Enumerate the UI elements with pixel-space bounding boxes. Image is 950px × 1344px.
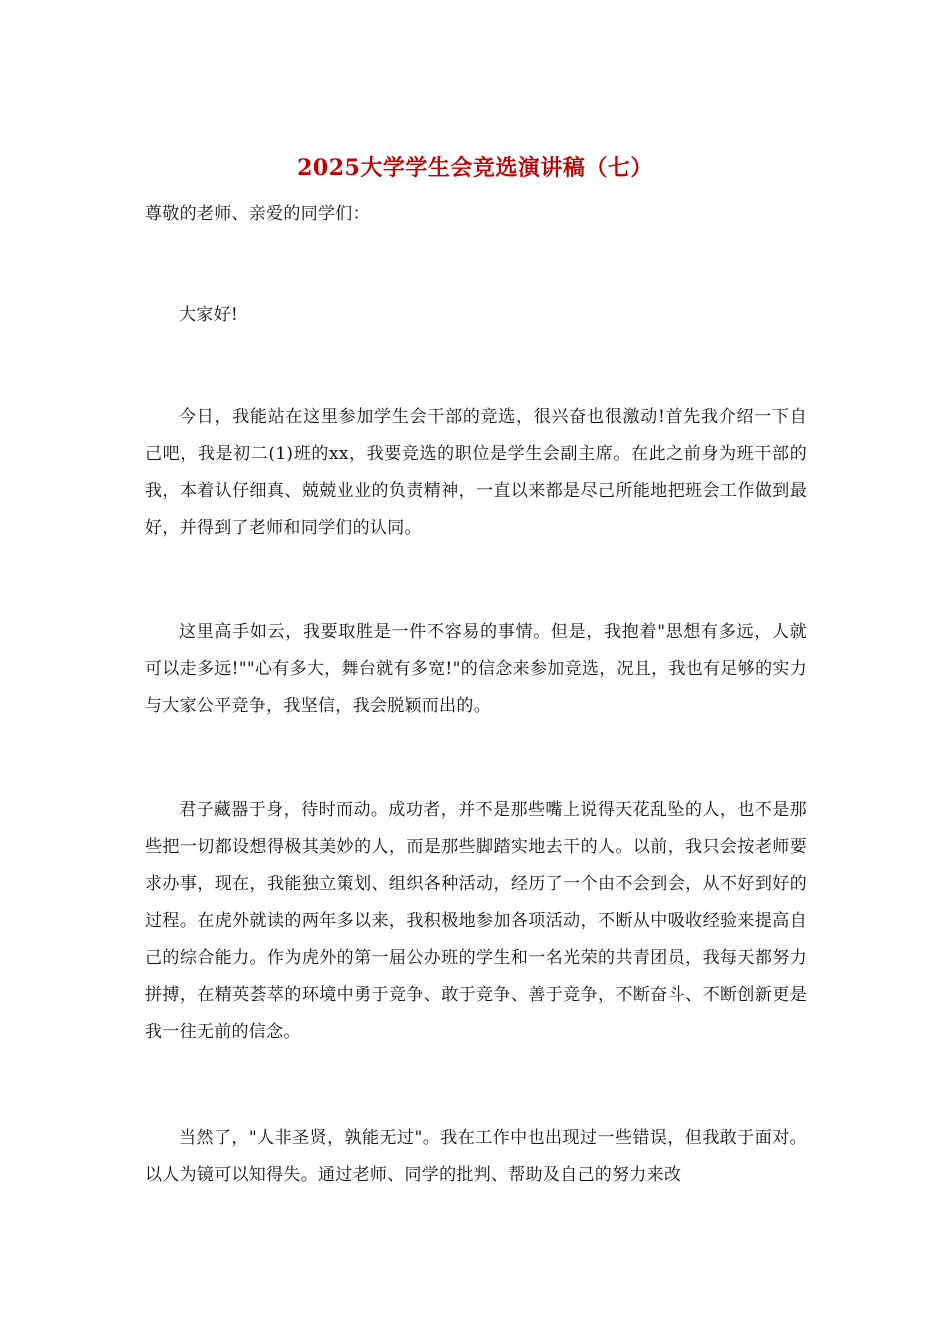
paragraph-introduction: 今日，我能站在这里参加学生会干部的竞选，很兴奋也很激动!首先我介绍一下自己吧，我是初二(1)班的xx，我要竞选的职位是学生会副主席。在此之前身为班干部的我，本着认仔细真、兢兢业业的负责精神，一直以来都是尽己所能地把班会工作做到最好，并得到了老师和同学们的认同。 xyxy=(145,407,807,538)
paragraph-experience: 君子藏器于身，待时而动。成功者，并不是那些嘴上说得天花乱坠的人，也不是那些把一切都设想得极其美妙的人，而是那些脚踏实地去干的人。以前，我只会按老师要求办事，现在，我能独立策划、组织各种活动，经历了一个由不会到会，从不好到好的过程。在虎外就读的两年多以来，我积极地参加各项活动，不断从中吸收经验来提高自己的综合能力。作为虎外的第一届公办班的学生和一名光荣的共青团员，我每天都努力拼搏，在精英荟萃的环境中勇于竞争、敢于竞争、善于竞争，不断奋斗、不断创新更是我一往无前的信念。 xyxy=(145,800,807,1042)
paragraph-greeting: 大家好! xyxy=(179,305,239,325)
paragraph-competition: 这里高手如云，我要取胜是一件不容易的事情。但是，我抱着"思想有多远，人就可以走多远!""心有多大，舞台就有多宽!"的信念来参加竞选，况且，我也有足够的实力与大家公平竞争，我坚信，我会脱颖而出的。 xyxy=(145,622,807,716)
document-title: 2025大学学生会竞选演讲稿（七） xyxy=(297,155,653,181)
paragraph-mistakes: 当然了，"人非圣贤，孰能无过"。我在工作中也出现过一些错误，但我敢于面对。以人为镜可以知得失。通过老师、同学的批判、帮助及自己的努力来改 xyxy=(145,1128,807,1185)
salutation: 尊敬的老师、亲爱的同学们： xyxy=(145,204,370,224)
